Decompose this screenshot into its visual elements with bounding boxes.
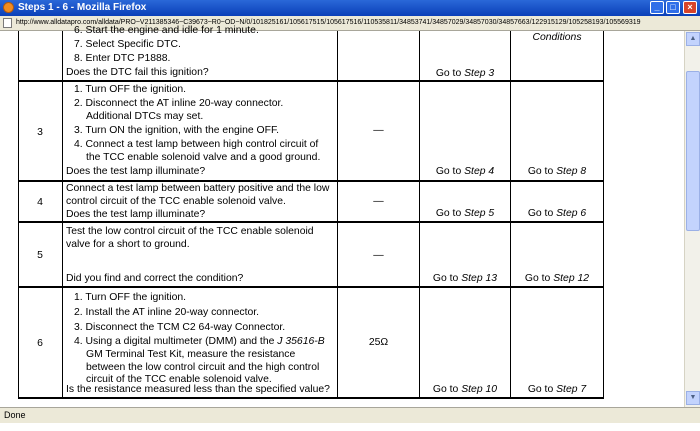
instruction-line: the TCC enable solenoid valve and a good ground. — [86, 152, 321, 163]
vertical-scrollbar[interactable] — [684, 31, 700, 407]
instruction-line: 3. Turn ON the ignition, with the engine OFF. — [74, 125, 280, 136]
instruction-line: 2. Install the AT inline 20-way connector. — [74, 307, 260, 318]
minimize-button[interactable]: _ — [650, 1, 664, 14]
instruction-line: 7. Select Specific DTC. — [74, 39, 181, 50]
spec-value: 25Ω — [368, 337, 389, 348]
instruction-line: 1. Turn OFF the ignition. — [74, 84, 187, 95]
maximize-button[interactable]: □ — [666, 1, 680, 14]
url-field[interactable]: http://www.alldatapro.com/alldata/PRO~V211385346~C39673~R0~OD~N/0/101825161/105617515/105617516/110535811/34853741/34857029/34857030/34857663/122915129/105258193/105569319 — [16, 19, 641, 26]
close-button[interactable]: × — [683, 1, 697, 14]
step-number: 4 — [37, 197, 43, 208]
step-number: 3 — [37, 127, 43, 138]
instruction-line: 4. Using a digital multimeter (DMM) and the J 35616-B — [74, 336, 325, 347]
page-content — [0, 25, 684, 407]
question-text: Did you find and correct the condition? — [66, 273, 244, 284]
scroll-up-icon[interactable]: ▲ — [686, 32, 700, 46]
instruction-line: 2. Disconnect the AT inline 20-way connector. — [74, 98, 284, 109]
question-text: Does the test lamp illuminate? — [66, 166, 206, 177]
status-bar — [0, 407, 700, 423]
spec-value: — — [373, 196, 384, 207]
no-action: Go to Step 7 — [527, 384, 587, 395]
step-number: 5 — [37, 250, 43, 261]
instruction-line: 8. Enter DTC P1888. — [74, 53, 171, 64]
yes-action: Go to Step 10 — [432, 384, 498, 395]
instruction-line: valve for a short to ground. — [66, 239, 190, 250]
yes-action: Go to Step 13 — [432, 273, 498, 284]
question-text: Does the DTC fail this ignition? — [66, 67, 209, 78]
spec-value: — — [373, 125, 384, 136]
instruction-line: between the low control circuit and the high control — [86, 362, 320, 373]
status-text: Done — [4, 410, 26, 420]
instruction-line: Connect a test lamp between battery positive and the low — [66, 183, 330, 194]
scroll-thumb[interactable] — [686, 71, 700, 231]
scroll-down-icon[interactable]: ▼ — [686, 391, 700, 405]
yes-action: Go to Step 3 — [435, 68, 495, 79]
yes-action: Go to Step 5 — [435, 208, 495, 219]
window-titlebar — [0, 0, 700, 16]
instruction-line: 4. Connect a test lamp between high control circuit of — [74, 139, 319, 150]
instruction-line: Test the low control circuit of the TCC enable solenoid — [66, 226, 314, 237]
firefox-icon — [3, 2, 14, 13]
instruction-line: 6. Start the engine and idle for 1 minute. — [74, 25, 259, 36]
yes-action: Go to Step 4 — [435, 166, 495, 177]
no-action: Conditions — [532, 32, 582, 43]
no-action: Go to Step 8 — [527, 166, 587, 177]
instruction-line: 3. Disconnect the TCM C2 64-way Connector. — [74, 322, 286, 333]
spec-value: — — [373, 250, 384, 261]
page-icon — [3, 18, 12, 28]
diagnostic-table — [18, 25, 684, 431]
step-number: 6 — [37, 338, 43, 349]
instruction-line: control circuit of the TCC enable solenoid valve. — [66, 196, 286, 207]
instruction-line: GM Terminal Test Kit, measure the resistance — [86, 349, 296, 360]
no-action: Go to Step 12 — [524, 273, 590, 284]
instruction-line: 1. Turn OFF the ignition. — [74, 292, 187, 303]
question-text: Does the test lamp illuminate? — [66, 209, 206, 220]
instruction-line: Additional DTCs may set. — [86, 111, 204, 122]
no-action: Go to Step 6 — [527, 208, 587, 219]
window-title: Steps 1 - 6 - Mozilla Firefox — [18, 2, 147, 13]
question-text: Is the resistance measured less than the specified value? — [66, 384, 330, 395]
instruction-line: circuit of the TCC enable solenoid valve. — [86, 374, 272, 385]
